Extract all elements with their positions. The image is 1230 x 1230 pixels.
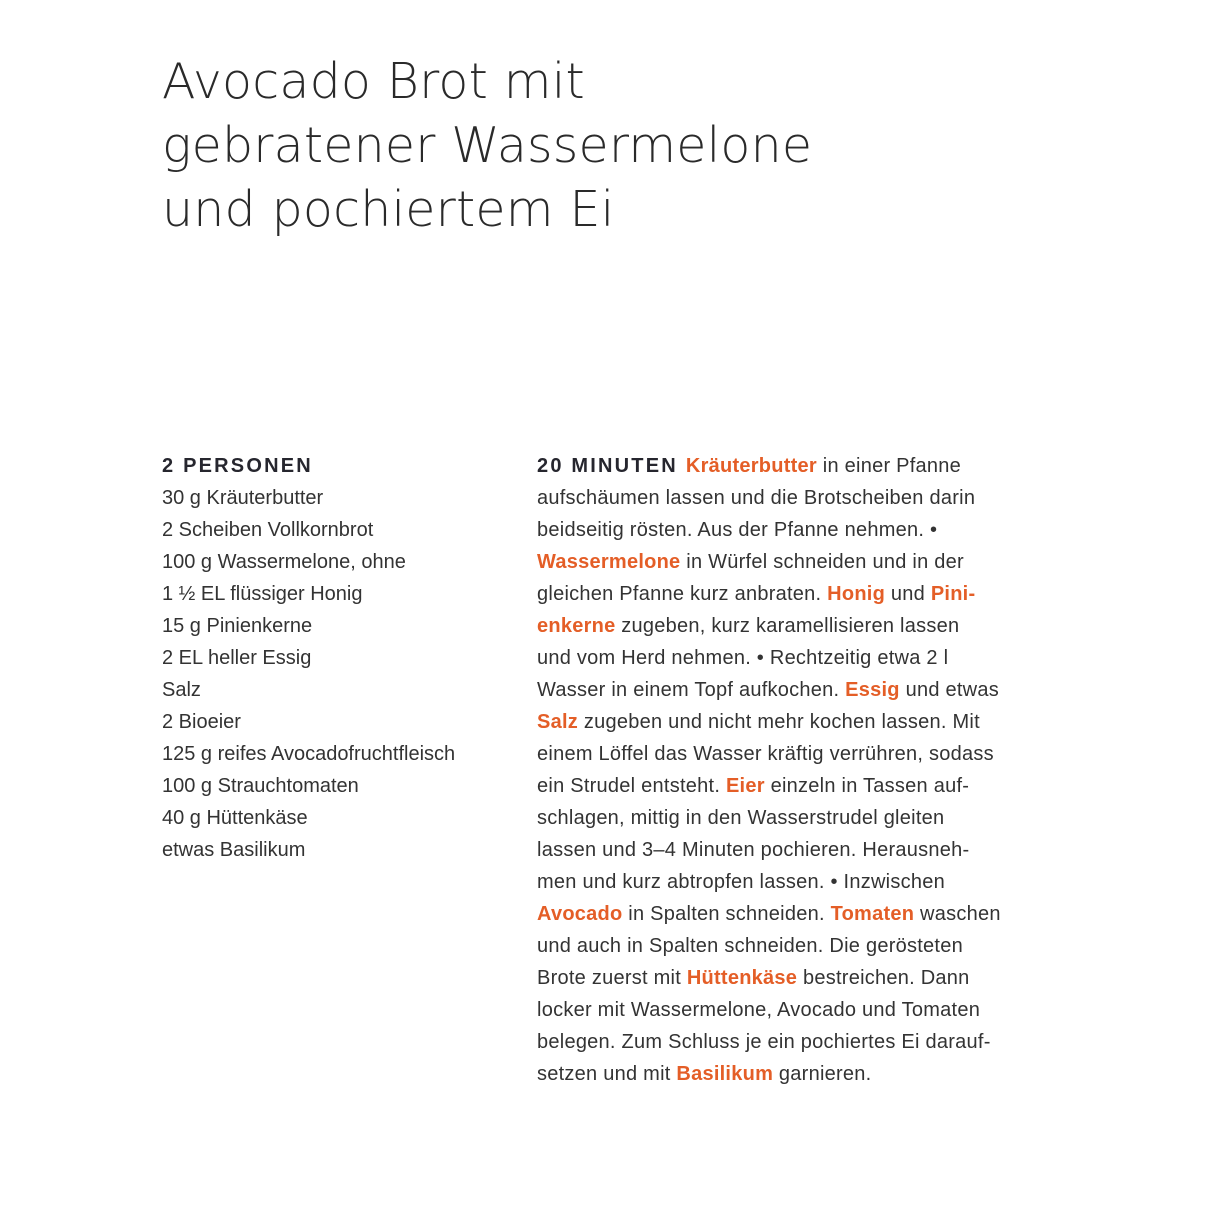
method-text-segment: schlagen, mittig in den Wasserstrudel gleiten: [537, 807, 945, 829]
method-text-segment: setzen und mit: [537, 1063, 677, 1085]
method-text-segment: einem Löffel das Wasser kräftig verrühren, sodass: [537, 743, 994, 765]
method-text-segment: und: [885, 583, 931, 605]
recipe-title-line: gebratener Wassermelone: [162, 117, 813, 174]
highlighted-ingredient: Essig: [845, 679, 900, 701]
method-text-segment: und auch in Spalten schneiden. Die gerösteten: [537, 935, 963, 957]
highlighted-ingredient: Eier: [725, 775, 765, 797]
method-text-segment: gleichen Pfanne kurz anbraten.: [537, 583, 828, 605]
highlighted-ingredient: Basilikum: [676, 1063, 774, 1085]
method-line: [537, 482, 1067, 514]
method-line: [537, 674, 1067, 706]
method-text-segment: belegen. Zum Schluss je ein pochiertes Ei darauf-: [537, 1031, 991, 1053]
ingredient-list: [162, 482, 522, 866]
method-line: [537, 898, 1067, 930]
method-text-segment: und etwas: [899, 679, 999, 701]
highlighted-ingredient: enkerne: [537, 615, 616, 637]
method-line: [537, 610, 1067, 642]
method-text-segment: garnieren.: [773, 1063, 872, 1085]
method-text-segment: aufschäumen lassen und die Brotscheiben darin: [537, 487, 976, 509]
ingredient-item: Salz: [162, 679, 201, 701]
method-text-segment: und vom Herd nehmen. • Rechtzeitig etwa 2 l: [537, 647, 949, 669]
time-label: 20 MINUTEN: [537, 455, 678, 477]
method-column: [537, 450, 1067, 1090]
method-text-segment: waschen: [914, 903, 1001, 925]
method-text-segment: zugeben, kurz karamellisieren lassen: [615, 615, 960, 637]
method-line: [537, 962, 1067, 994]
ingredient-item: 40 g Hüttenkäse: [162, 807, 308, 829]
highlighted-ingredient: Honig: [827, 583, 886, 605]
recipe-title: [162, 50, 982, 242]
method-line: [537, 450, 1067, 482]
method-text-segment: in Spalten schneiden.: [622, 903, 831, 925]
highlighted-ingredient: Tomaten: [830, 903, 915, 925]
ingredient-item: 1 ½ EL flüssiger Honig: [162, 583, 363, 605]
ingredient-item: 30 g Kräuterbutter: [162, 487, 324, 509]
method-line: [537, 770, 1067, 802]
highlighted-ingredient: Hüttenkäse: [686, 967, 798, 989]
method-text-segment: in einer Pfanne: [816, 455, 962, 477]
method-line: [537, 802, 1067, 834]
highlighted-ingredient: Pini-: [930, 583, 976, 605]
method-text-segment: locker mit Wassermelone, Avocado und Tomaten: [537, 999, 981, 1021]
method-line: [537, 1058, 1067, 1090]
method-text-segment: men und kurz abtropfen lassen. • Inzwischen: [537, 871, 945, 893]
method-text-segment: ein Strudel entsteht.: [537, 775, 726, 797]
method-text-segment: lassen und 3–4 Minuten pochieren. Herausneh-: [537, 839, 970, 861]
ingredient-item: 125 g reifes Avocadofruchtfleisch: [162, 743, 456, 765]
method-line: [537, 578, 1067, 610]
recipe-title-line: und pochiertem Ei: [162, 181, 615, 238]
method-line: [537, 514, 1067, 546]
highlighted-ingredient: Avocado: [537, 903, 623, 925]
method-text: [537, 450, 1067, 1090]
method-line: [537, 834, 1067, 866]
highlighted-ingredient: Kräuterbutter: [685, 455, 817, 477]
highlighted-ingredient: Salz: [537, 711, 579, 733]
ingredient-item: 100 g Wassermelone, ohne: [162, 551, 406, 573]
method-line: [537, 642, 1067, 674]
servings-label: 2 PERSONEN: [162, 455, 313, 477]
method-line: [537, 738, 1067, 770]
ingredient-item: 2 Bioeier: [162, 711, 241, 733]
method-text-segment: einzeln in Tassen auf-: [764, 775, 970, 797]
ingredients-column: [162, 450, 522, 866]
ingredient-item: 15 g Pinienkerne: [162, 615, 313, 637]
method-text-segment: bestreichen. Dann: [797, 967, 970, 989]
method-text-segment: Wasser in einem Topf aufkochen.: [537, 679, 846, 701]
method-text-segment: Brote zuerst mit: [537, 967, 687, 989]
highlighted-ingredient: Wassermelone: [537, 551, 681, 573]
method-line: [537, 866, 1067, 898]
ingredient-item: etwas Basilikum: [162, 839, 306, 861]
method-text-segment: in Würfel schneiden und in der: [680, 551, 964, 573]
ingredient-item: 100 g Strauchtomaten: [162, 775, 359, 797]
method-line: [537, 1026, 1067, 1058]
method-text-segment: zugeben und nicht mehr kochen lassen. Mit: [578, 711, 980, 733]
method-line: [537, 706, 1067, 738]
method-line: [537, 994, 1067, 1026]
recipe-title-line: Avocado Brot mit: [162, 53, 585, 110]
method-line: [537, 930, 1067, 962]
ingredient-item: 2 Scheiben Vollkornbrot: [162, 519, 374, 541]
method-line: [537, 546, 1067, 578]
ingredient-item: 2 EL heller Essig: [162, 647, 312, 669]
method-text-segment: beidseitig rösten. Aus der Pfanne nehmen. •: [537, 519, 938, 541]
